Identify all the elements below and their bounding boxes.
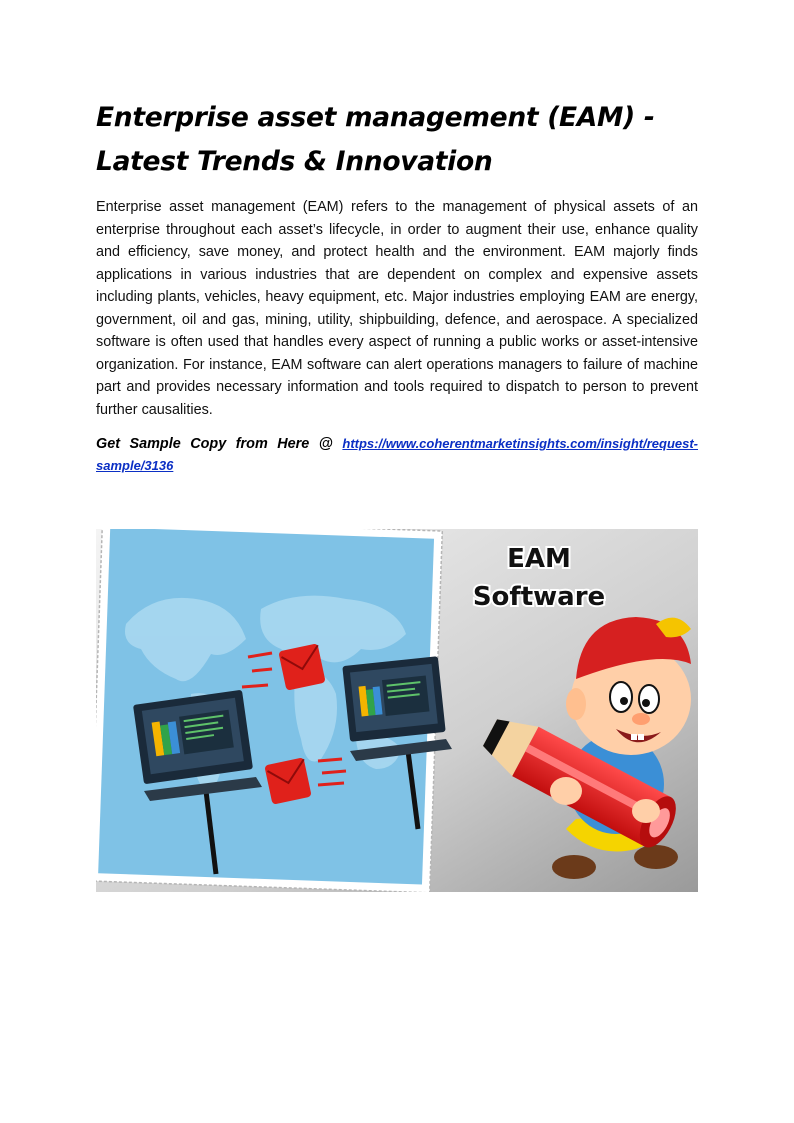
sample-copy-line (96, 433, 698, 477)
eam-software-illustration (96, 529, 698, 892)
sample-copy-link[interactable]: https://www.coherentmarketinsights.com/insight/request-sample/3136 (96, 436, 699, 473)
body-paragraph: Enterprise asset management (EAM) refers to the management of physical assets of an enterprise throughout each asset’s lifecycle, in order to augment their use, enhance quality and efficiency, save money, and protect health and the environment. EAM majorly finds applications in various industries that are dependent on complex and expensive assets including plants, vehicles, heavy equipment, etc. Major industries employing EAM are energy, government, oil and gas, mining, utility, shipbuilding, defence, and aerospace. A specialized software is often used that handles every aspect of running a public works or asset-intensive organization. For instance, EAM software can alert operations managers to failure of machine part and provides necessary information and tools required to dispatch to person to prevent further causalities. (96, 199, 698, 418)
document-title: Enterprise asset management (EAM) - Latest Trends & Innovation (96, 102, 655, 177)
figure-heading-line2: Software (472, 582, 606, 612)
figure-heading-line1: EAM (507, 544, 571, 574)
sample-copy-label: Get Sample Copy from Here @ (96, 436, 333, 452)
document-page (96, 96, 698, 477)
